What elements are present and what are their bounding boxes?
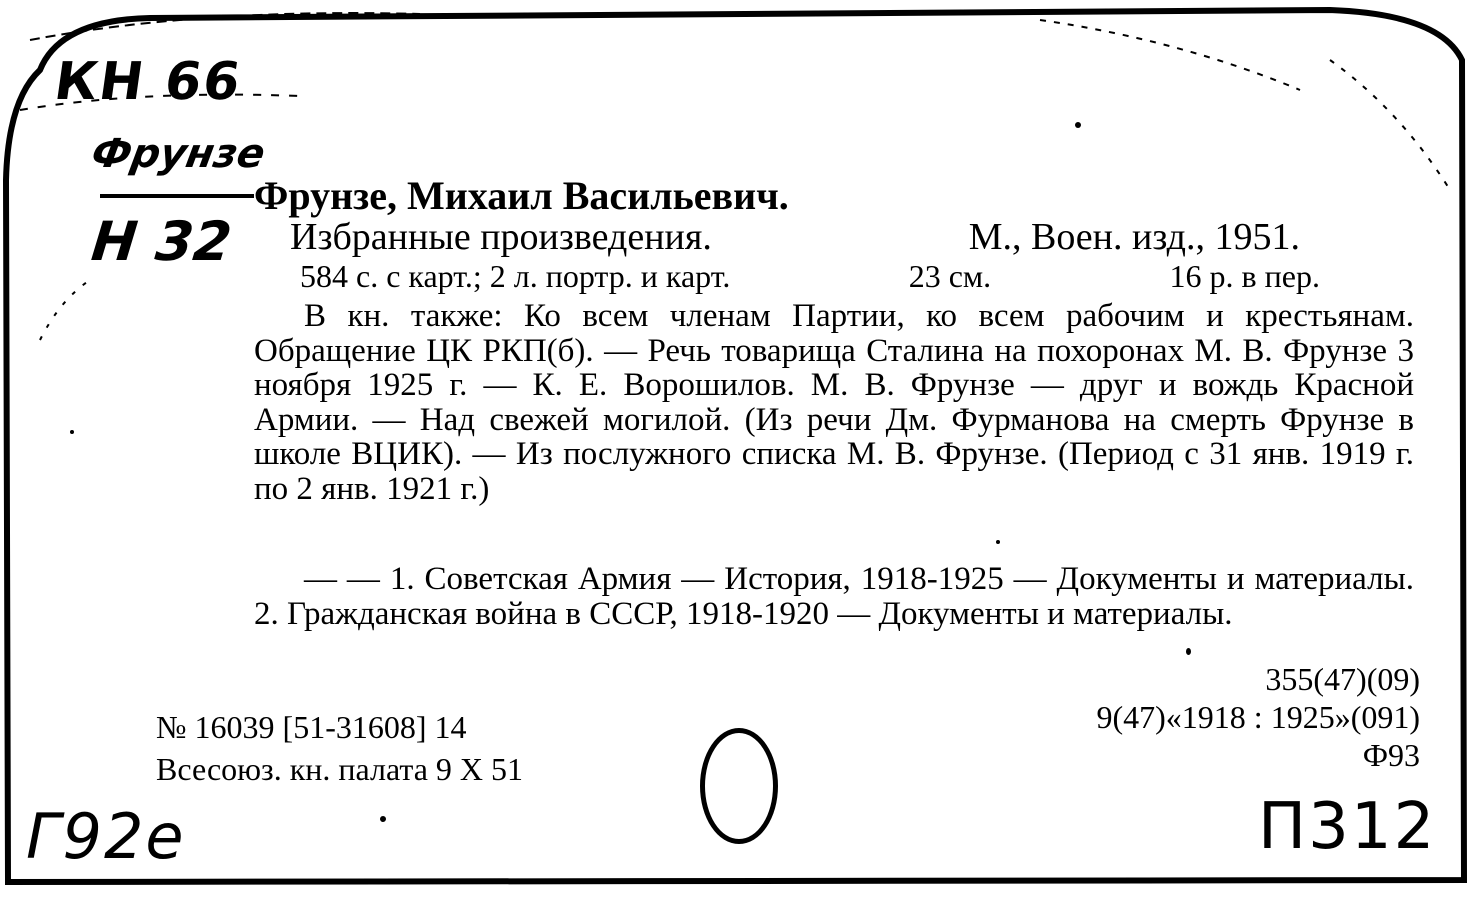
handwritten-bottom-left-code: Г92е — [26, 800, 186, 873]
card-punch-hole — [700, 728, 778, 844]
handwritten-cutter-number: Н 32 — [88, 210, 235, 273]
subject-headings-text: — — 1. Советская Армия — История, 1918-1925 — Документы и материалы. 2. Гражданская война в СССР, 1918-1920 — Документы и материалы. — [254, 561, 1414, 632]
book-chamber-block — [156, 706, 523, 790]
book-chamber-stamp: Всесоюз. кн. палата 9 X 51 — [156, 751, 523, 787]
card-number: № 16039 [51-31608] 14 — [156, 709, 467, 745]
imprint: М., Воен. изд., 1951. — [968, 216, 1300, 258]
classification-line-2: 9(47)«1918 : 1925»(091) — [1096, 699, 1420, 735]
collation-size: 23 см. — [908, 258, 992, 294]
title-line — [290, 215, 1300, 259]
subject-headings — [254, 562, 1414, 631]
author-heading: Фрунзе, Михаил Васильевич. — [254, 173, 789, 218]
ink-speck — [996, 540, 1000, 544]
contents-note — [254, 299, 1414, 506]
collation-pages: 584 с. с карт.; 2 л. портр. и карт. — [300, 258, 731, 294]
ink-speck — [380, 816, 386, 822]
collation-price: 16 р. в пер. — [1169, 258, 1320, 294]
book-title: Избранные произведения. — [290, 216, 712, 258]
classification-block — [1096, 660, 1420, 774]
ink-speck — [70, 430, 74, 434]
collation-line — [300, 258, 1320, 295]
classification-line-1: 355(47)(09) — [1265, 661, 1420, 697]
ink-speck — [1075, 122, 1081, 128]
classification-line-3: Ф93 — [1362, 737, 1420, 773]
contents-note-text: В кн. также: Ко всем членам Партии, ко всем рабочим и крестьянам. Обращение ЦК РКП(б). — Речь товарища Сталина на похоронах М. В. Фрунзе 3 ноября 1925 г. — К. Е. Ворошилов. М. В. Фрунзе — друг и вождь Красной Армии. — Над свежей могилой. (Из речи Дм. Фурманова на смерть Фрунзе в школе ВЦИК). — Из послужного списка М. В. Фрунзе. (Период с 31 янв. 1919 г. по 2 янв. 1921 г.) — [254, 298, 1414, 507]
ink-speck — [1186, 648, 1191, 655]
handwritten-bottom-right-code: П312 — [1258, 790, 1437, 864]
handwritten-surname: Фрунзе — [87, 131, 269, 177]
handwritten-shelfmark: КН 66 — [50, 52, 246, 112]
